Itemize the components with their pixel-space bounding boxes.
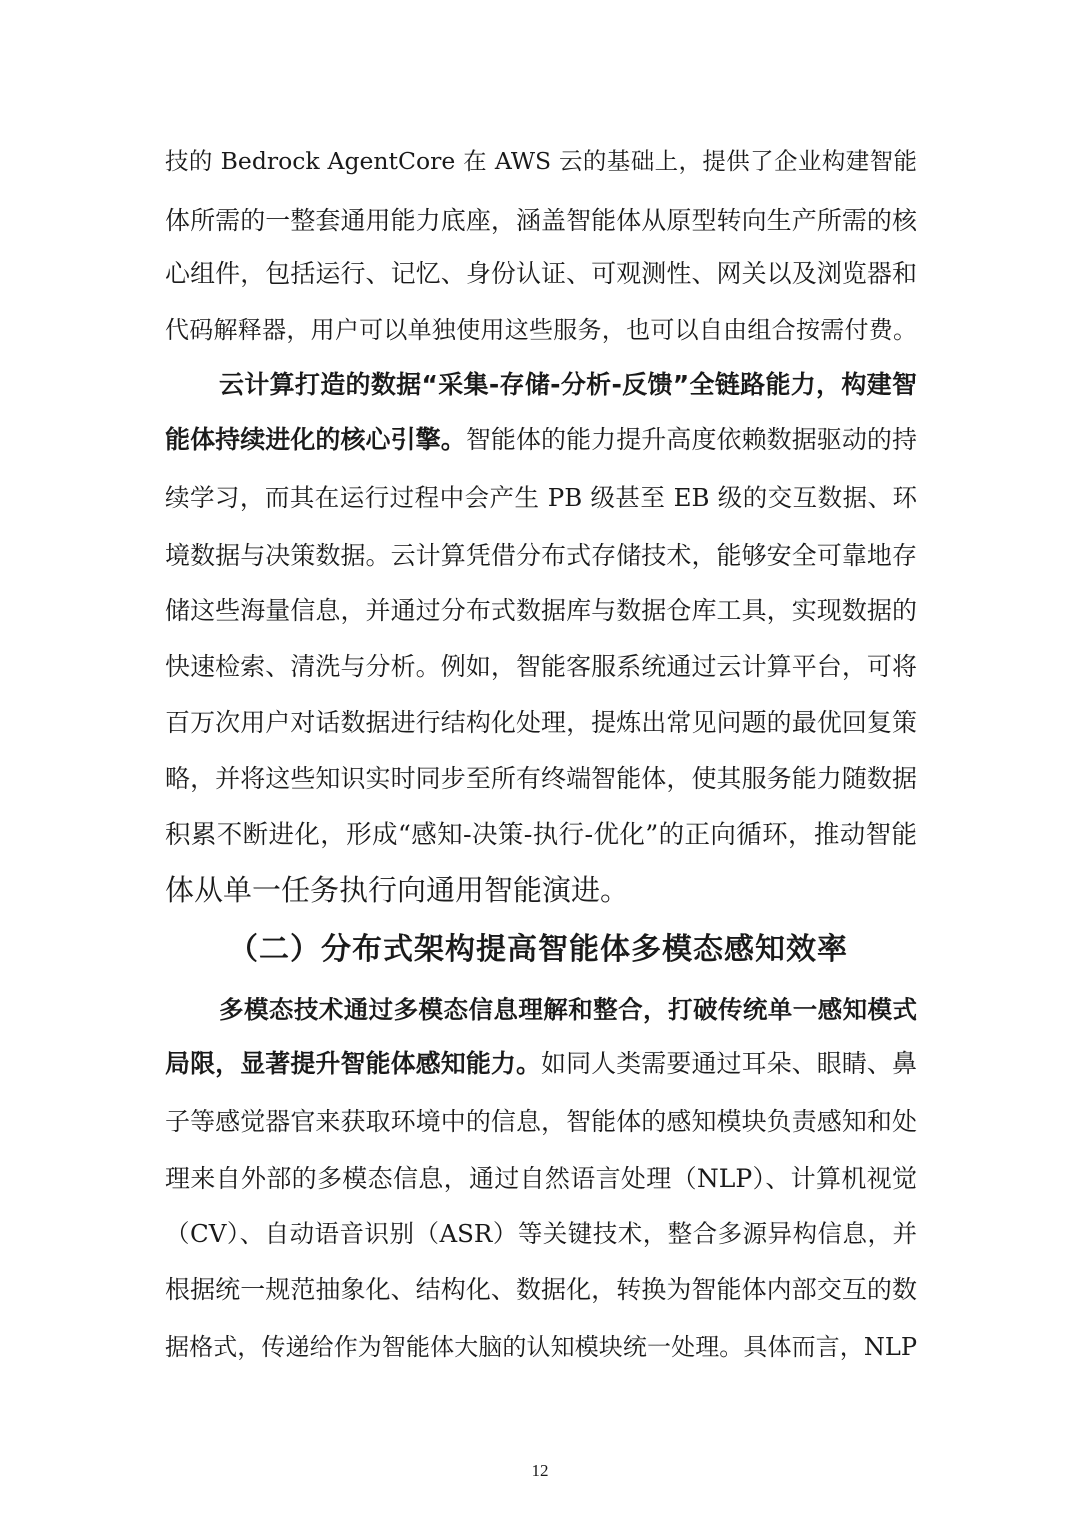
body-line: （CV）、自动语音识别（ASR）等关键技术，整合多源异构信息，并 (165, 1219, 917, 1248)
section-heading: （二）分布式架构提高智能体多模态感知效率 (228, 932, 848, 967)
body-line: 子等感觉器官来获取环境中的信息，智能体的感知模块负责感知和处 (165, 1107, 917, 1136)
body-line: 代码解释器，用户可以单独使用这些服务，也可以自由组合按需付费。 (165, 316, 917, 344)
body-line: 据格式，传递给作为智能体大脑的认知模块统一处理。具体而言，NLP (165, 1333, 917, 1361)
body-line: 境数据与决策数据。云计算凭借分布式存储技术，能够安全可靠地存 (165, 541, 917, 570)
body-line: 快速检索、清洗与分析。例如，智能客服系统通过云计算平台，可将 (165, 652, 917, 681)
page-number: 12 (531, 1461, 549, 1480)
body-line-mixed (165, 1044, 917, 1084)
body-line: 根据统一规范抽象化、结构化、数据化，转换为智能体内部交互的数 (165, 1275, 917, 1304)
body-line: 略，并将这些知识实时同步至所有终端智能体，使其服务能力随数据 (165, 764, 917, 793)
bold-lead-text: 局限，显著提升智能体感知能力。 (165, 1049, 542, 1078)
body-text: 智能体的能力提升高度依赖数据驱动的持 (465, 425, 917, 454)
body-line: 百万次用户对话数据进行结构化处理，提炼出常见问题的最优回复策 (165, 708, 917, 737)
body-text: 如同人类需要通过耳朵、眼睛、鼻 (541, 1049, 917, 1078)
body-line: 积累不断进化，形成“感知-决策-执行-优化”的正向循环，推动智能 (165, 820, 917, 850)
body-line: 体从单一任务执行向通用智能演进。 (165, 873, 630, 907)
body-line: 续学习，而其在运行过程中会产生 PB 级甚至 EB 级的交互数据、环 (165, 483, 917, 512)
bold-lead-text: 能体持续进化的核心引擎。 (165, 425, 466, 454)
bold-lead-line: 多模态技术通过多模态信息理解和整合，打破传统单一感知模式 (219, 995, 917, 1024)
body-line: 储这些海量信息，并通过分布式数据库与数据仓库工具，实现数据的 (165, 596, 917, 625)
bold-lead-line: 云计算打造的数据“采集-存储-分析-反馈”全链路能力，构建智 (219, 370, 917, 399)
body-line-mixed (165, 420, 917, 460)
body-line: 体所需的一整套通用能力底座，涵盖智能体从原型转向生产所需的核 (165, 206, 917, 235)
body-line: 心组件，包括运行、记忆、身份认证、可观测性、网关以及浏览器和 (165, 259, 917, 288)
body-line: 技的 Bedrock AgentCore 在 AWS 云的基础上，提供了企业构建智能 (165, 147, 917, 175)
body-line: 理来自外部的多模态信息，通过自然语言处理（NLP）、计算机视觉 (165, 1164, 917, 1193)
